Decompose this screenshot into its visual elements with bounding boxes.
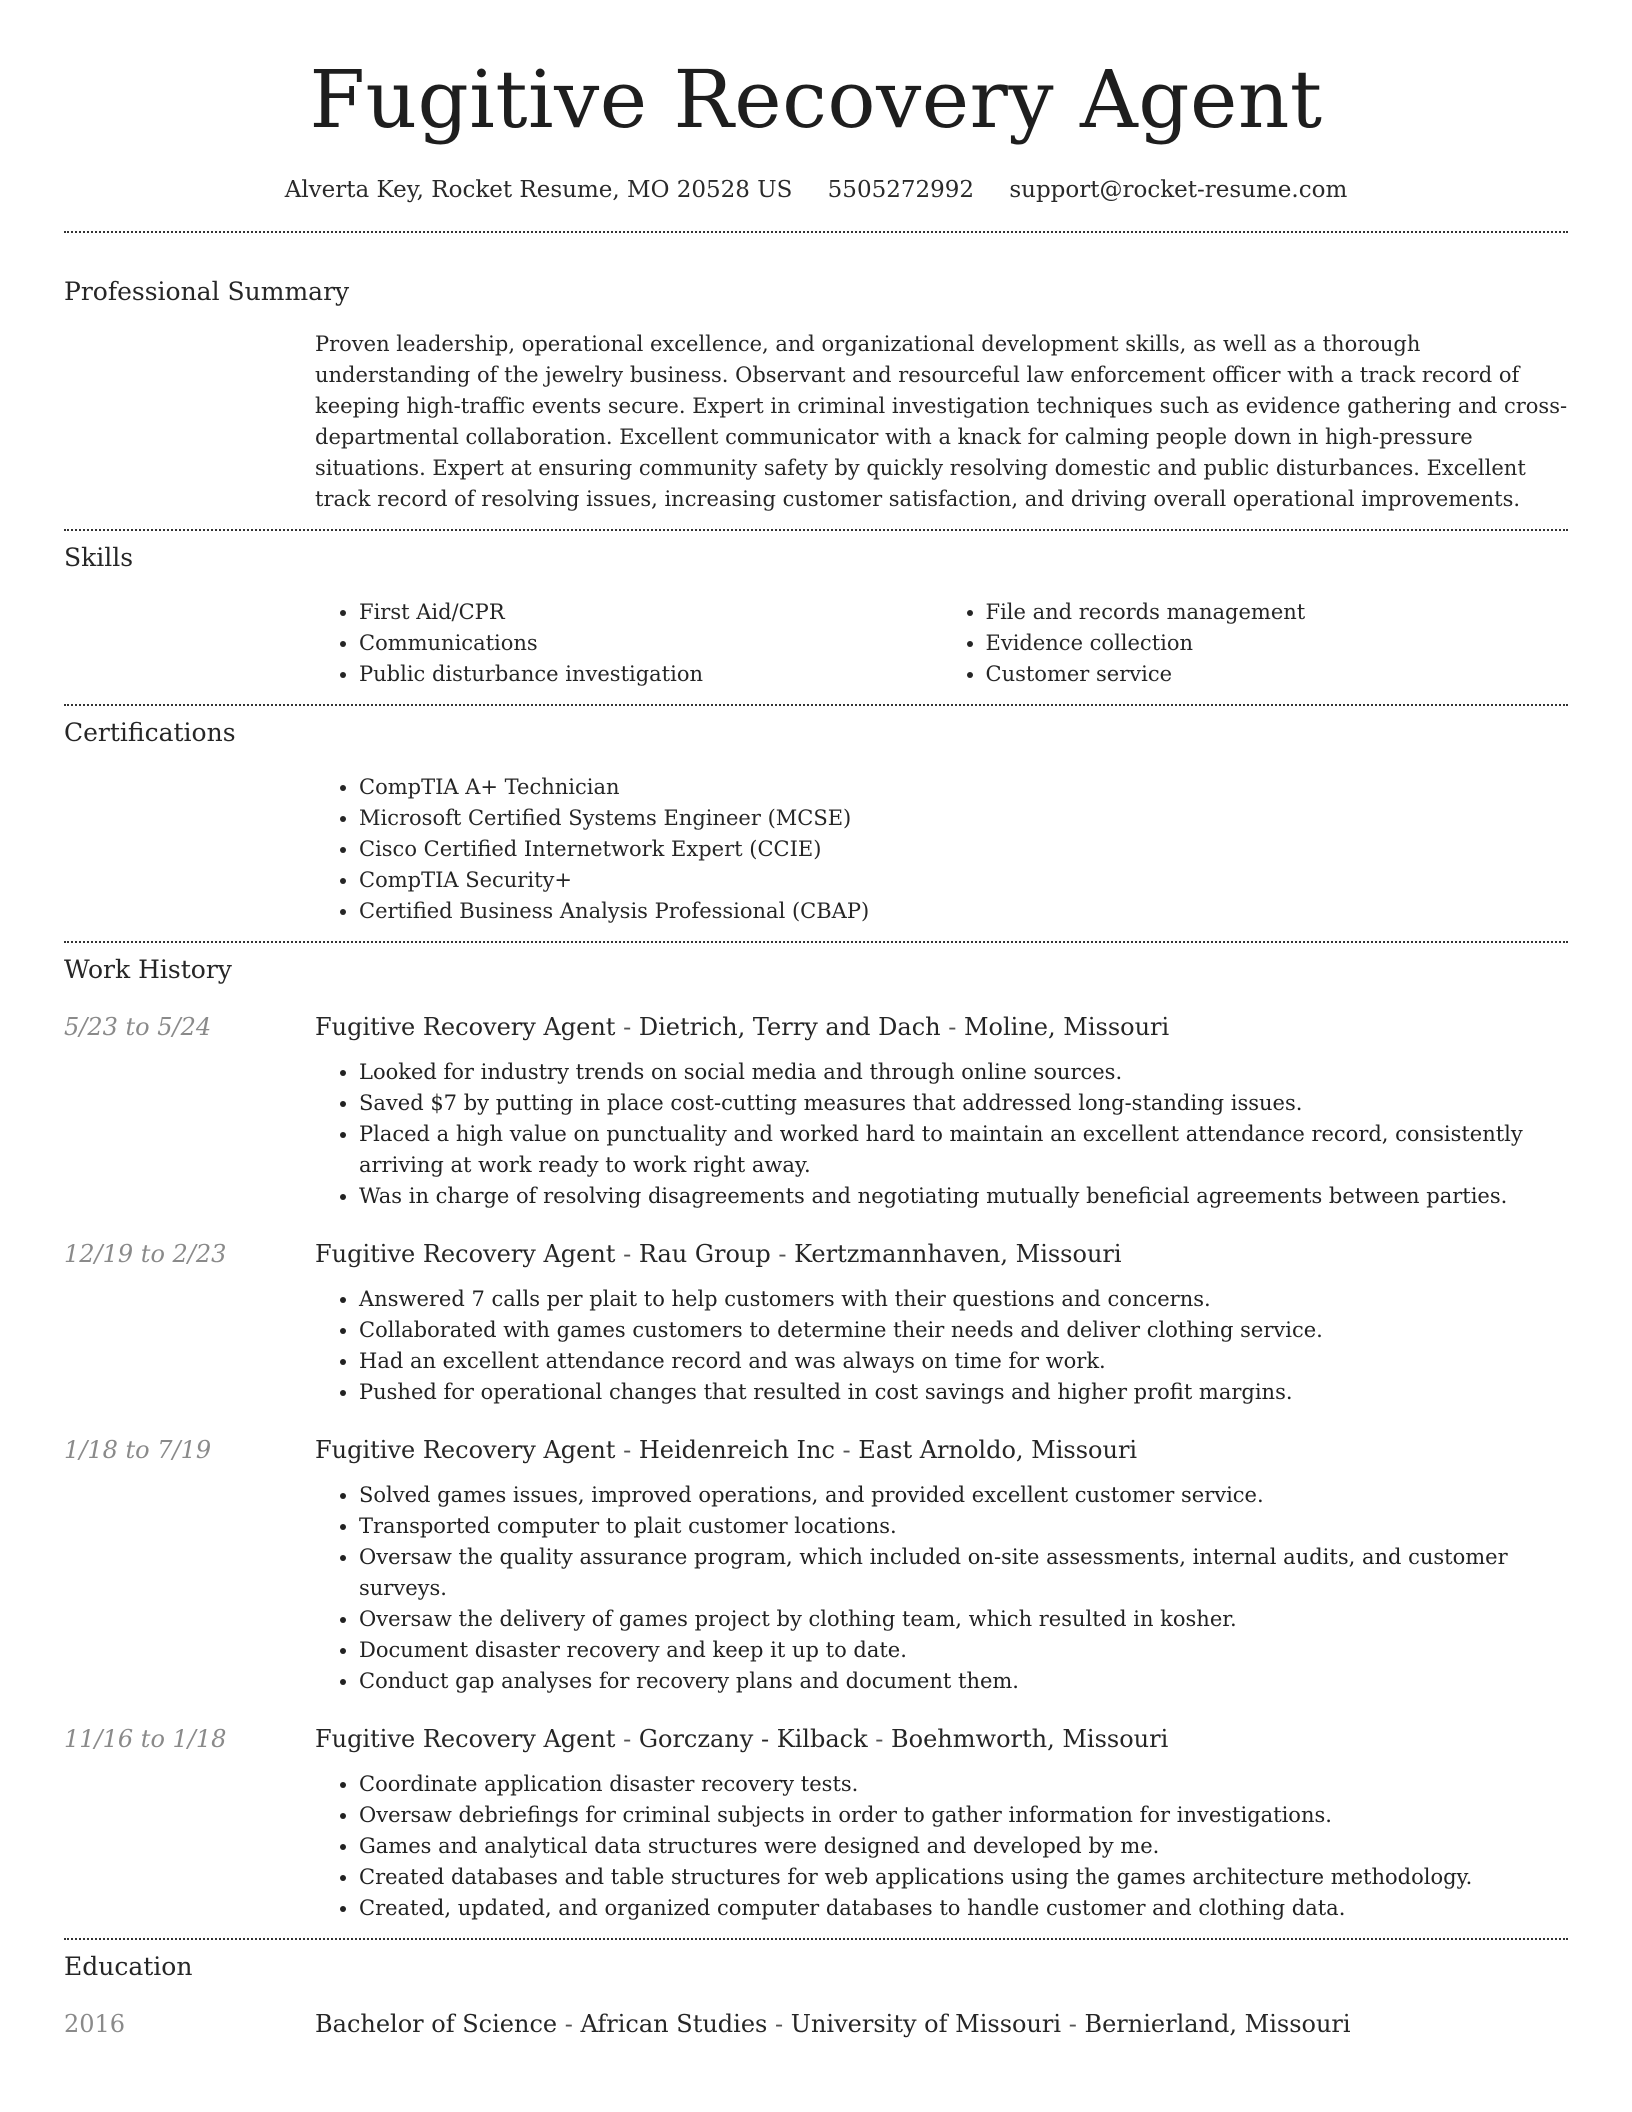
section-title-certifications: Certifications <box>64 718 236 747</box>
job-bullets <box>315 1480 1568 1697</box>
skill-item: • Evidence collection <box>986 628 1569 659</box>
job-bullets <box>315 1284 1568 1408</box>
contact-line <box>64 175 1568 205</box>
job-heading: Fugitive Recovery Agent - Heidenreich Inc - East Arnoldo, Missouri <box>315 1436 1138 1464</box>
section-title-work-history: Work History <box>64 955 232 984</box>
job-entry <box>64 1434 1568 1697</box>
job-company: Rau Group <box>638 1240 771 1268</box>
skills-column-left <box>315 597 942 690</box>
summary-text: Proven leadership, operational excellence, and organizational development skills, as well as a thorough understanding of the jewelry business. Observant and resourceful law enforcement officer with a track record of keeping high-traffic events secure. Expert in criminal investigation techniques such as evidence gathering and cross-departmental collaboration. Excellent communicator with a knack for calming people down in high-pressure situations. Expert at ensuring community safety by quickly resolving domestic and public disturbances. Excellent track record of resolving issues, increasing customer satisfaction, and driving overall operational improvements. <box>315 332 1568 511</box>
resume-title: Fugitive Recovery Agent <box>309 53 1323 146</box>
job-bullet: • Games and analytical data structures were designed and developed by me. <box>359 1831 1568 1862</box>
divider <box>64 704 1568 706</box>
job-bullet: • Looked for industry trends on social media and through online sources. <box>359 1057 1568 1088</box>
job-bullets <box>315 1057 1568 1212</box>
job-entry <box>64 1723 1568 1924</box>
certification-item: • Certified Business Analysis Professional (CBAP) <box>359 896 1568 927</box>
job-bullet: • Oversaw the quality assurance program, which included on-site assessments, internal audits, and customer surveys. <box>359 1542 1568 1604</box>
job-bullet: • Answered 7 calls per plait to help customers with their questions and concerns. <box>359 1284 1568 1315</box>
job-bullet: • Created, updated, and organized computer databases to handle customer and clothing data. <box>359 1893 1568 1924</box>
skills-list <box>315 597 1568 690</box>
education-location: Bernierland, Missouri <box>1084 2010 1351 2038</box>
skills-column-right <box>942 597 1569 690</box>
education-degree: Bachelor of Science <box>315 2010 558 2038</box>
job-bullet: • Created databases and table structures for web applications using the games architecture methodology. <box>359 1862 1568 1893</box>
certification-item: • Cisco Certified Internetwork Expert (CCIE) <box>359 834 1568 865</box>
job-location: Boehmworth, Missouri <box>891 1725 1169 1753</box>
divider <box>64 941 1568 943</box>
job-bullet: • Was in charge of resolving disagreements and negotiating mutually beneficial agreements between parties. <box>359 1181 1568 1212</box>
job-company: Gorczany - Kilback <box>638 1725 868 1753</box>
job-bullets <box>315 1769 1568 1924</box>
job-entry <box>64 1238 1568 1408</box>
job-heading: Fugitive Recovery Agent - Gorczany - Kilback - Boehmworth, Missouri <box>315 1725 1169 1753</box>
section-title-skills: Skills <box>64 543 134 572</box>
job-title: Fugitive Recovery Agent <box>315 1240 616 1268</box>
skill-item: • File and records management <box>986 597 1569 628</box>
contact-phone: 5505272992 <box>827 177 975 203</box>
job-title: Fugitive Recovery Agent <box>315 1436 616 1464</box>
job-bullet: • Coordinate application disaster recovery tests. <box>359 1769 1568 1800</box>
job-bullet: • Saved $7 by putting in place cost-cutting measures that addressed long-standing issues. <box>359 1088 1568 1119</box>
job-dates: 1/18 to 7/19 <box>64 1436 212 1464</box>
job-location: Moline, Missouri <box>963 1013 1170 1041</box>
job-company: Heidenreich Inc <box>638 1436 835 1464</box>
section-title-summary: Professional Summary <box>64 277 350 306</box>
job-bullet: • Had an excellent attendance record and was always on time for work. <box>359 1346 1568 1377</box>
job-bullet: • Conduct gap analyses for recovery plans and document them. <box>359 1666 1568 1697</box>
skill-item: • Customer service <box>986 659 1569 690</box>
job-bullet: • Pushed for operational changes that resulted in cost savings and higher profit margins. <box>359 1377 1568 1408</box>
job-entry <box>64 1011 1568 1212</box>
divider <box>64 231 1568 233</box>
education-heading: Bachelor of Science - African Studies - University of Missouri - Bernierland, Missouri <box>315 2010 1351 2038</box>
divider <box>64 529 1568 531</box>
skill-item: • First Aid/CPR <box>359 597 942 628</box>
resume-page <box>64 0 1568 2040</box>
job-location: Kertzmannhaven, Missouri <box>794 1240 1122 1268</box>
job-title: Fugitive Recovery Agent <box>315 1013 616 1041</box>
education-school: University of Missouri <box>790 2010 1062 2038</box>
job-dates: 5/23 to 5/24 <box>64 1013 212 1041</box>
job-dates: 11/16 to 1/18 <box>64 1725 227 1753</box>
job-bullet: • Transported computer to plait customer locations. <box>359 1511 1568 1542</box>
job-title: Fugitive Recovery Agent <box>315 1725 616 1753</box>
contact-email: support@rocket-resume.com <box>1009 177 1348 203</box>
education-entry <box>64 2008 1568 2040</box>
contact-address: Alverta Key, Rocket Resume, MO 20528 US <box>284 177 793 203</box>
education-year: 2016 <box>64 2010 126 2038</box>
job-location: East Arnoldo, Missouri <box>858 1436 1138 1464</box>
job-bullet: • Document disaster recovery and keep it up to date. <box>359 1635 1568 1666</box>
job-company: Dietrich, Terry and Dach <box>638 1013 941 1041</box>
divider <box>64 1938 1568 1940</box>
job-bullet: • Solved games issues, improved operations, and provided excellent customer service. <box>359 1480 1568 1511</box>
job-heading: Fugitive Recovery Agent - Rau Group - Kertzmannhaven, Missouri <box>315 1240 1122 1268</box>
skill-item: • Public disturbance investigation <box>359 659 942 690</box>
job-bullet: • Oversaw the delivery of games project by clothing team, which resulted in kosher. <box>359 1604 1568 1635</box>
certification-item: • CompTIA A+ Technician <box>359 772 1568 803</box>
job-heading: Fugitive Recovery Agent - Dietrich, Terry and Dach - Moline, Missouri <box>315 1013 1170 1041</box>
skill-item: • Communications <box>359 628 942 659</box>
job-dates: 12/19 to 2/23 <box>64 1240 227 1268</box>
education-field: African Studies <box>580 2010 768 2038</box>
job-bullet: • Placed a high value on punctuality and worked hard to maintain an excellent attendance record, consistently arriving at work ready to work right away. <box>359 1119 1568 1181</box>
certifications-list <box>315 772 1568 927</box>
certification-item: • CompTIA Security+ <box>359 865 1568 896</box>
certification-item: • Microsoft Certified Systems Engineer (MCSE) <box>359 803 1568 834</box>
job-bullet: • Collaborated with games customers to determine their needs and deliver clothing service. <box>359 1315 1568 1346</box>
section-title-education: Education <box>64 1952 193 1981</box>
job-bullet: • Oversaw debriefings for criminal subjects in order to gather information for investigations. <box>359 1800 1568 1831</box>
